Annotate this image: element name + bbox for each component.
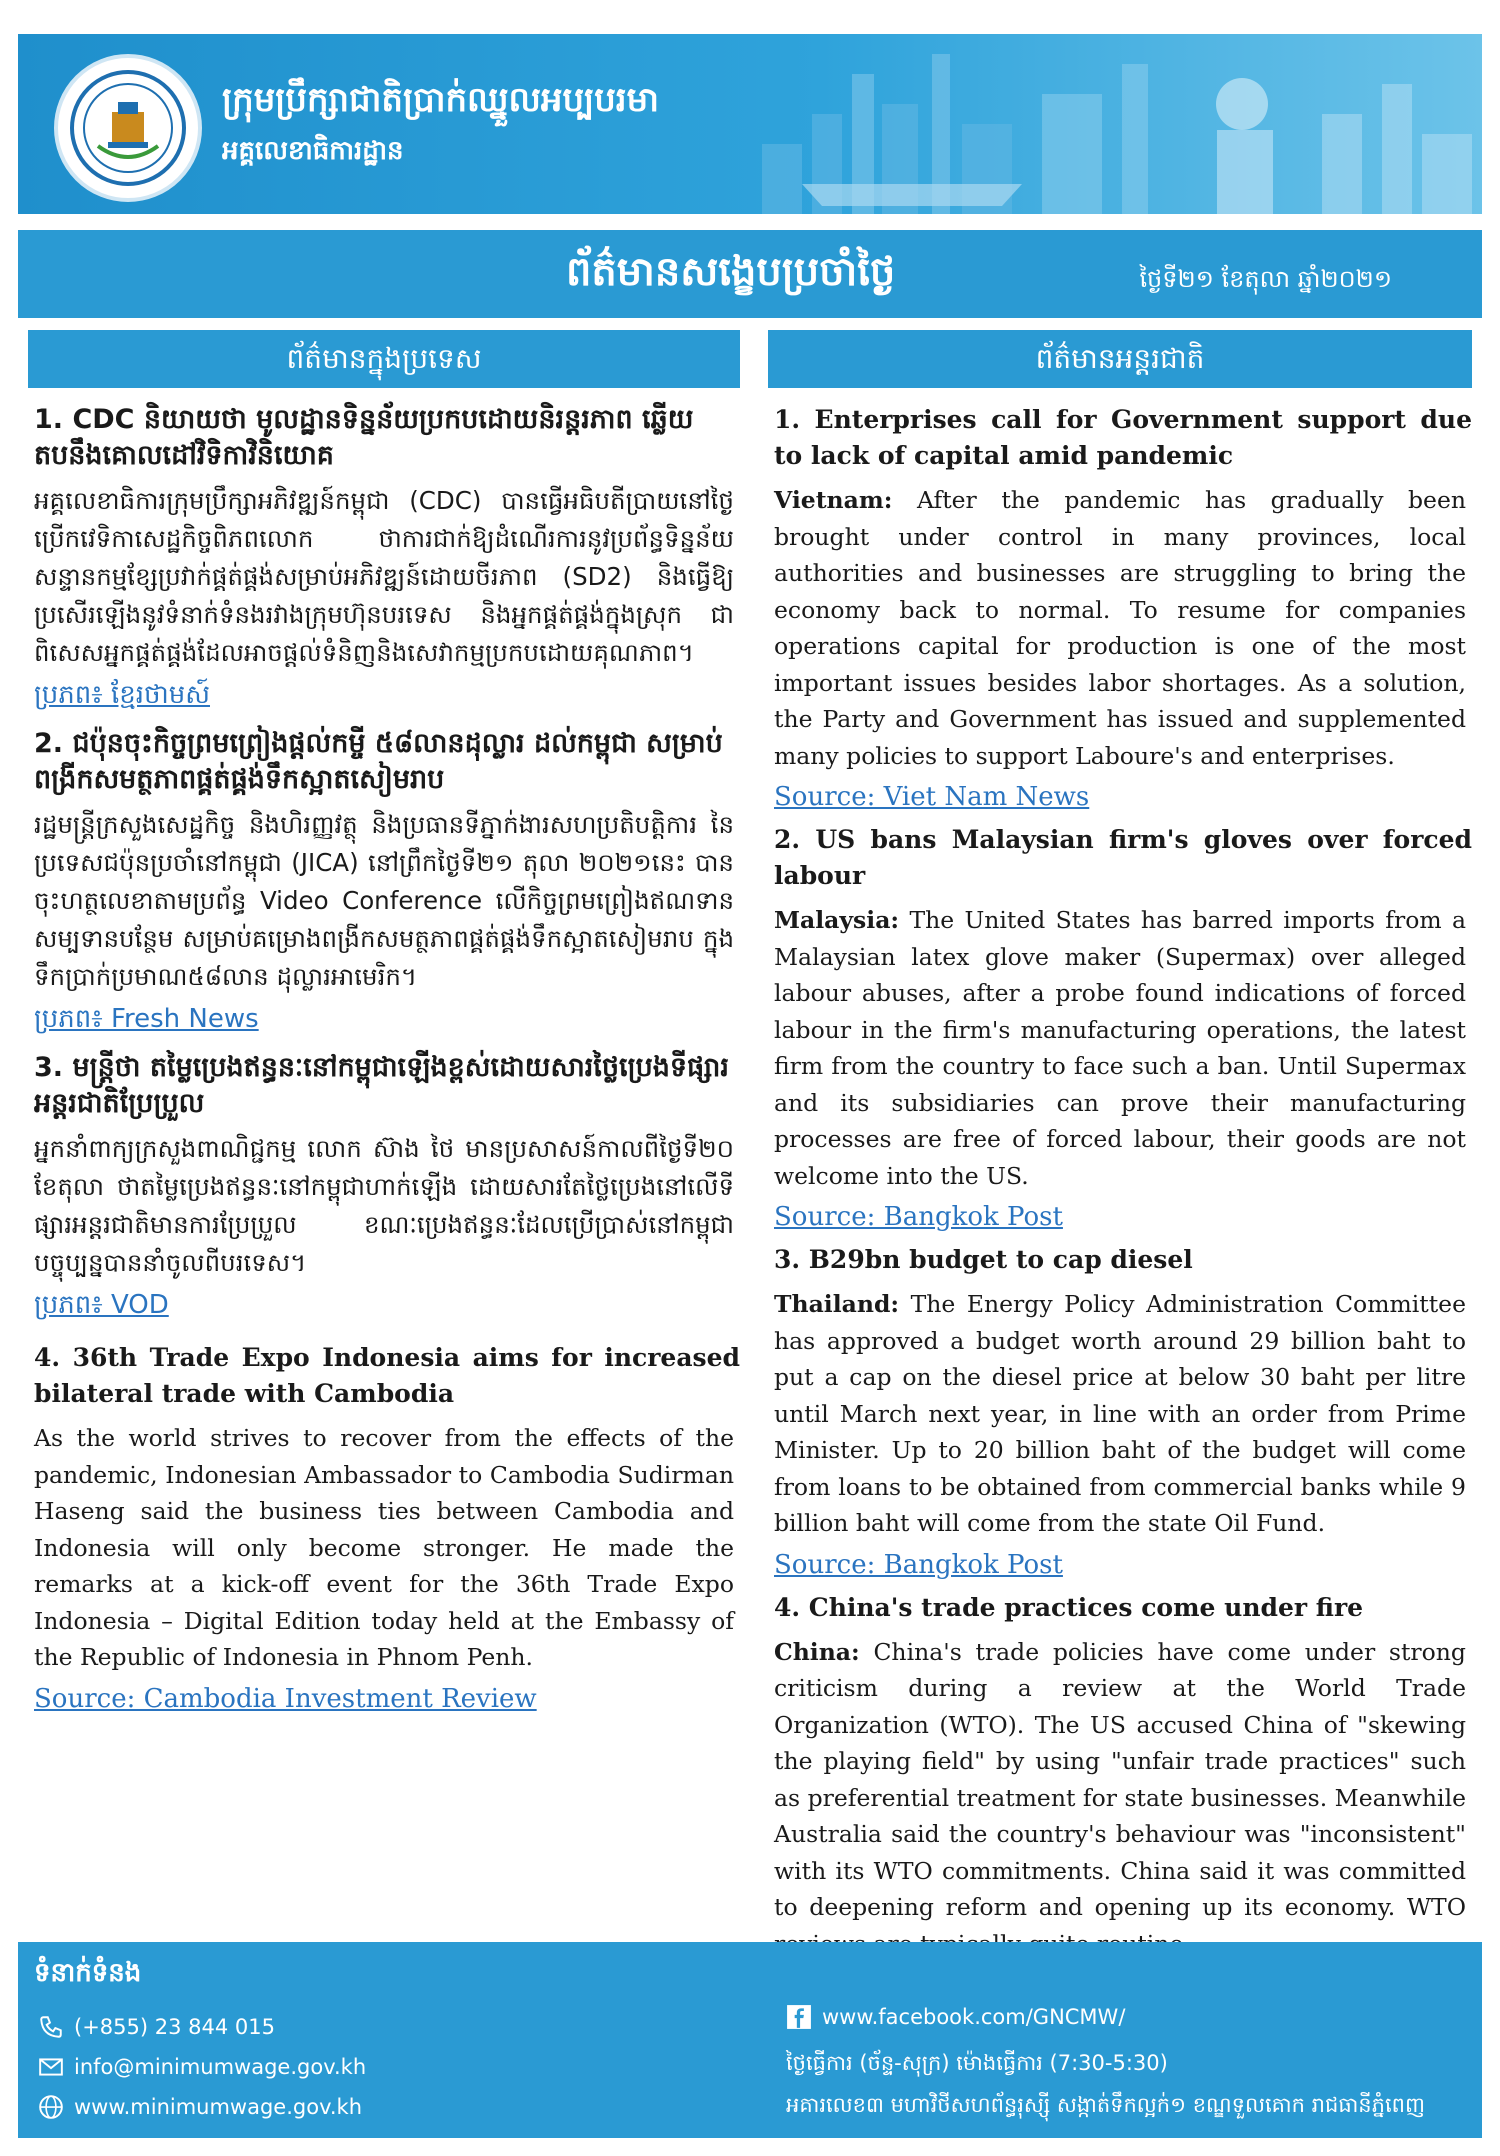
news-title: 1. CDC និយាយថា មូលដ្ឋានទិន្នន័យប្រកបដោយនិរន្តរភាព ឆ្លើយតបនឹងគោលដៅវិទិកាវិនិយោគ <box>34 404 694 471</box>
news-text: China's trade policies have come under strong criticism during a review at the World Trade Organization (WTO). The US accused China of "skewing the playing field" by using "unfair trade practices" such as preferential treatment for state businesses. Meanwhile Australia said the country's behaviour was "inconsistent" with its WTO commitments. China said it was committed to deepening reform and opening up its economy. WTO <box>774 1637 1466 1921</box>
website-line <box>38 2094 362 2120</box>
footer-contact-bar <box>18 1942 1482 2138</box>
title-band <box>18 224 1482 318</box>
news-body: As the world strives to recover from the effects of the pandemic, Indonesian Ambassador to Cambodia Sudirman Haseng said the business ties between Cambodia and Indonesia will only become stronger. He made the remarks at a kick-off event for the 36th Trade Expo Indonesia – Digital Edition today held at the Embassy of the Republic of Indonesia in Phnom Penh. <box>34 1424 734 1671</box>
news-body: អ្នកនាំពាក្យក្រសួងពាណិជ្ជកម្ម លោក ស៊ាង ថៃ មានប្រសាសន៍កាលពីថ្ងៃទី២០ ខែតុលា ថាតម្លៃប្រេងឥន្ធនៈនៅកម្ពុជាហាក់ឡើង ដោយសារតែថ្លៃប្រេងនៅលើទីផ្សារអន្តរជាតិមានការប្រែប្រួល ខណៈប្រេងឥន្ធនៈដែលប្រើប្រាស់នៅកម្ពុជាបច្ចុប្បន្នបាននាំចូលពីបរទេស។ <box>34 1134 734 1277</box>
news-item <box>28 1340 740 1714</box>
globe-icon <box>38 2094 64 2120</box>
domestic-section-heading: ព័ត៌មានក្នុងប្រទេស <box>28 330 740 388</box>
news-source-link[interactable]: ប្រភព៖ ខ្មែរថាមស៍ <box>34 680 210 710</box>
facebook-icon <box>786 2004 812 2030</box>
news-title: 1. Enterprises call for Government support due to lack of capital amid pandemic <box>774 405 1472 470</box>
facebook-line <box>786 2004 1125 2030</box>
news-item <box>768 1242 1472 1580</box>
news-country: Vietnam: <box>774 486 893 514</box>
news-text: The Energy Policy Administration Committee has approved a budget worth around 29 billion baht to put a cap on the diesel price at below 30 baht per litre until March next year, in line with an order from Prime Minister. Up to 20 billion baht of the budget will come from loans to be obtained from commercial banks while 9 billion baht will come from the state Oil Fund. <box>774 1290 1466 1537</box>
facebook-url[interactable]: www.facebook.com/GNCMW/ <box>822 2005 1126 2029</box>
news-item <box>28 402 740 716</box>
website-url[interactable]: www.minimumwage.gov.kh <box>74 2095 363 2119</box>
news-title: 4. China's trade practices come under fire <box>774 1592 1364 1622</box>
news-source-link[interactable]: Source: Cambodia Investment Review <box>34 1683 537 1714</box>
news-title: 4. 36th Trade Expo Indonesia aims for increased bilateral trade with Cambodia <box>34 1343 740 1408</box>
phone-number[interactable]: (+855) 23 844 015 <box>74 2015 275 2039</box>
news-body <box>774 902 1466 1194</box>
envelope-icon <box>38 2054 64 2080</box>
news-source-link[interactable]: Source: Bangkok Post <box>774 1202 1063 1232</box>
news-source-link[interactable]: Source: Viet Nam News <box>774 782 1090 812</box>
news-source-link[interactable]: Source: Bangkok Post <box>774 1549 1063 1580</box>
news-item <box>768 402 1472 812</box>
news-country: Malaysia: <box>774 906 900 934</box>
bulletin-title: ព័ត៌មានសង្ខេបប្រចាំថ្ងៃ <box>566 249 896 295</box>
organization-name: ក្រុមប្រឹក្សាជាតិប្រាក់ឈ្នួលអប្បបរមា <box>222 80 659 120</box>
ministry-logo <box>54 54 202 202</box>
international-section-heading: ព័ត៌មានអន្តរជាតិ <box>768 330 1472 388</box>
emblem-icon <box>68 68 188 188</box>
contact-label: ទំនាក់ទំនង <box>34 1958 142 1988</box>
city-skyline-illustration <box>722 34 1482 214</box>
news-text: The United States has barred imports from a Malaysian latex glove maker (Supermax) over alleged labour abuses, after a probe found indications of forced labour in the firm's manufacturing operations, the latest firm from the country to face such a ban. Until Supermax and its subsidiaries can prove their manufacturing processes are free of forced labour, their goods are not welcome into the US. <box>774 906 1466 1190</box>
email-address[interactable]: info@minimumwage.gov.kh <box>74 2055 367 2079</box>
news-item <box>768 822 1472 1232</box>
email-line <box>38 2054 366 2080</box>
news-body <box>774 482 1466 774</box>
news-text: After the pandemic has gradually been brought under control in many provinces, local authorities and businesses are struggling to bring the economy back to normal. To resume for companies operations capital for production is one of the most important issues besides labor shortages. As a solution, the Party and Government has issued and supplemented many policies to support Laboure's and enterprises. <box>774 486 1466 770</box>
news-item <box>28 726 740 1040</box>
organization-subtitle: អគ្គលេខាធិការដ្ឋាន <box>222 136 404 166</box>
news-source-link[interactable]: ប្រភព៖ Fresh News <box>34 1004 259 1034</box>
international-news-column <box>768 330 1472 2010</box>
news-source-link[interactable]: ប្រភព៖ VOD <box>34 1290 169 1320</box>
phone-icon <box>38 2014 64 2040</box>
news-item <box>28 1050 740 1326</box>
news-body <box>774 1286 1466 1542</box>
news-body <box>774 1634 1466 1963</box>
news-body: រដ្ឋមន្ត្រីក្រសួងសេដ្ឋកិច្ច និងហិរញ្ញវត្ថុ និងប្រធានទីភ្នាក់ងារសហប្រតិបត្តិការ នៃប្រទេសជប៉ុនប្រចាំនៅកម្ពុជា (JICA) នៅព្រឹកថ្ងៃទី២១ តុលា ២០២១នេះ បានចុះហត្ថលេខាតាមប្រព័ន្ធ Video Conference លើកិច្ចព្រមព្រៀងឥណទានសម្បទានបន្ថែម សម្រាប់គម្រោងពង្រីកសមត្ថភាពផ្គត់ផ្គង់ទឹកស្អាតសៀមរាប ក្នុងទឹកប្រាក់ប្រមាណ៥៨លាន ដុល្លារអាមេរិក។ <box>34 810 734 991</box>
news-country: Thailand: <box>774 1290 900 1318</box>
issue-date: ថ្ងៃទី២១ ខែតុលា ឆ្នាំ២០២១ <box>1139 265 1392 293</box>
news-item <box>768 1590 1472 2001</box>
news-country: China: <box>774 1637 860 1666</box>
working-hours: ថ្ងៃធ្វើការ (ច័ន្ទ-សុក្រ) ម៉ោងធ្វើការ (7:30-5:30) <box>786 2051 1168 2075</box>
domestic-news-column <box>28 330 740 1724</box>
phone-line <box>38 2014 275 2040</box>
news-body: អគ្គលេខាធិការក្រុមប្រឹក្សាអភិវឌ្ឍន៍កម្ពុជា (CDC) បានធ្វើអធិបតីប្រាយនៅថ្ងៃប្រើកវេទិកាសេដ្ឋកិច្ចពិភពលោក ថាការជាក់ឱ្យដំណើរការនូវប្រព័ន្ធទិន្នន័យសន្ទានកម្មខ្សែប្រវាក់ផ្គត់ផ្គង់សម្រាប់អភិវឌ្ឍន៍ដោយចីរភាព (SD2) និងធ្វើឱ្យប្រសើរឡើងនូវទំនាក់ទំនងរវាងក្រុមហ៊ុនបរទេស និងអ្នកផ្គត់ផ្គង់ក្នុងស្រុក ជាពិសេសអ្នកផ្គត់ផ្គង់ដែលអាចផ្តល់ទំនិញនិងសេវាកម្មប្រកបដោយគុណភាព។ <box>34 486 734 667</box>
header-banner <box>18 34 1482 214</box>
news-title: 3. B29bn budget to cap diesel <box>774 1245 1193 1274</box>
news-title: 2. US bans Malaysian firm's gloves over forced labour <box>774 825 1472 890</box>
office-address: អគារលេខ៣ មហាវិថីសហព័ន្ធរុស្ស៊ី សង្កាត់ទឹកល្អក់១ ខណ្ឌទួលគោក រាជធានីភ្នំពេញ <box>786 2093 1425 2117</box>
news-title: 3. មន្ត្រីថា តម្លៃប្រេងឥន្ធនៈនៅកម្ពុជាឡើងខ្ពស់ដោយសារថ្លៃប្រេងទីផ្សារអន្តរជាតិប្រែប្រួល <box>34 1052 729 1119</box>
news-title: 2. ជប៉ុនចុះកិច្ចព្រមព្រៀងផ្តល់កម្ចី ៥៨លានដុល្លារ ដល់កម្ពុជា សម្រាប់ពង្រីកសមត្ថភាពផ្គត់ផ្គង់ទឹកស្អាតសៀមរាប <box>34 728 723 795</box>
